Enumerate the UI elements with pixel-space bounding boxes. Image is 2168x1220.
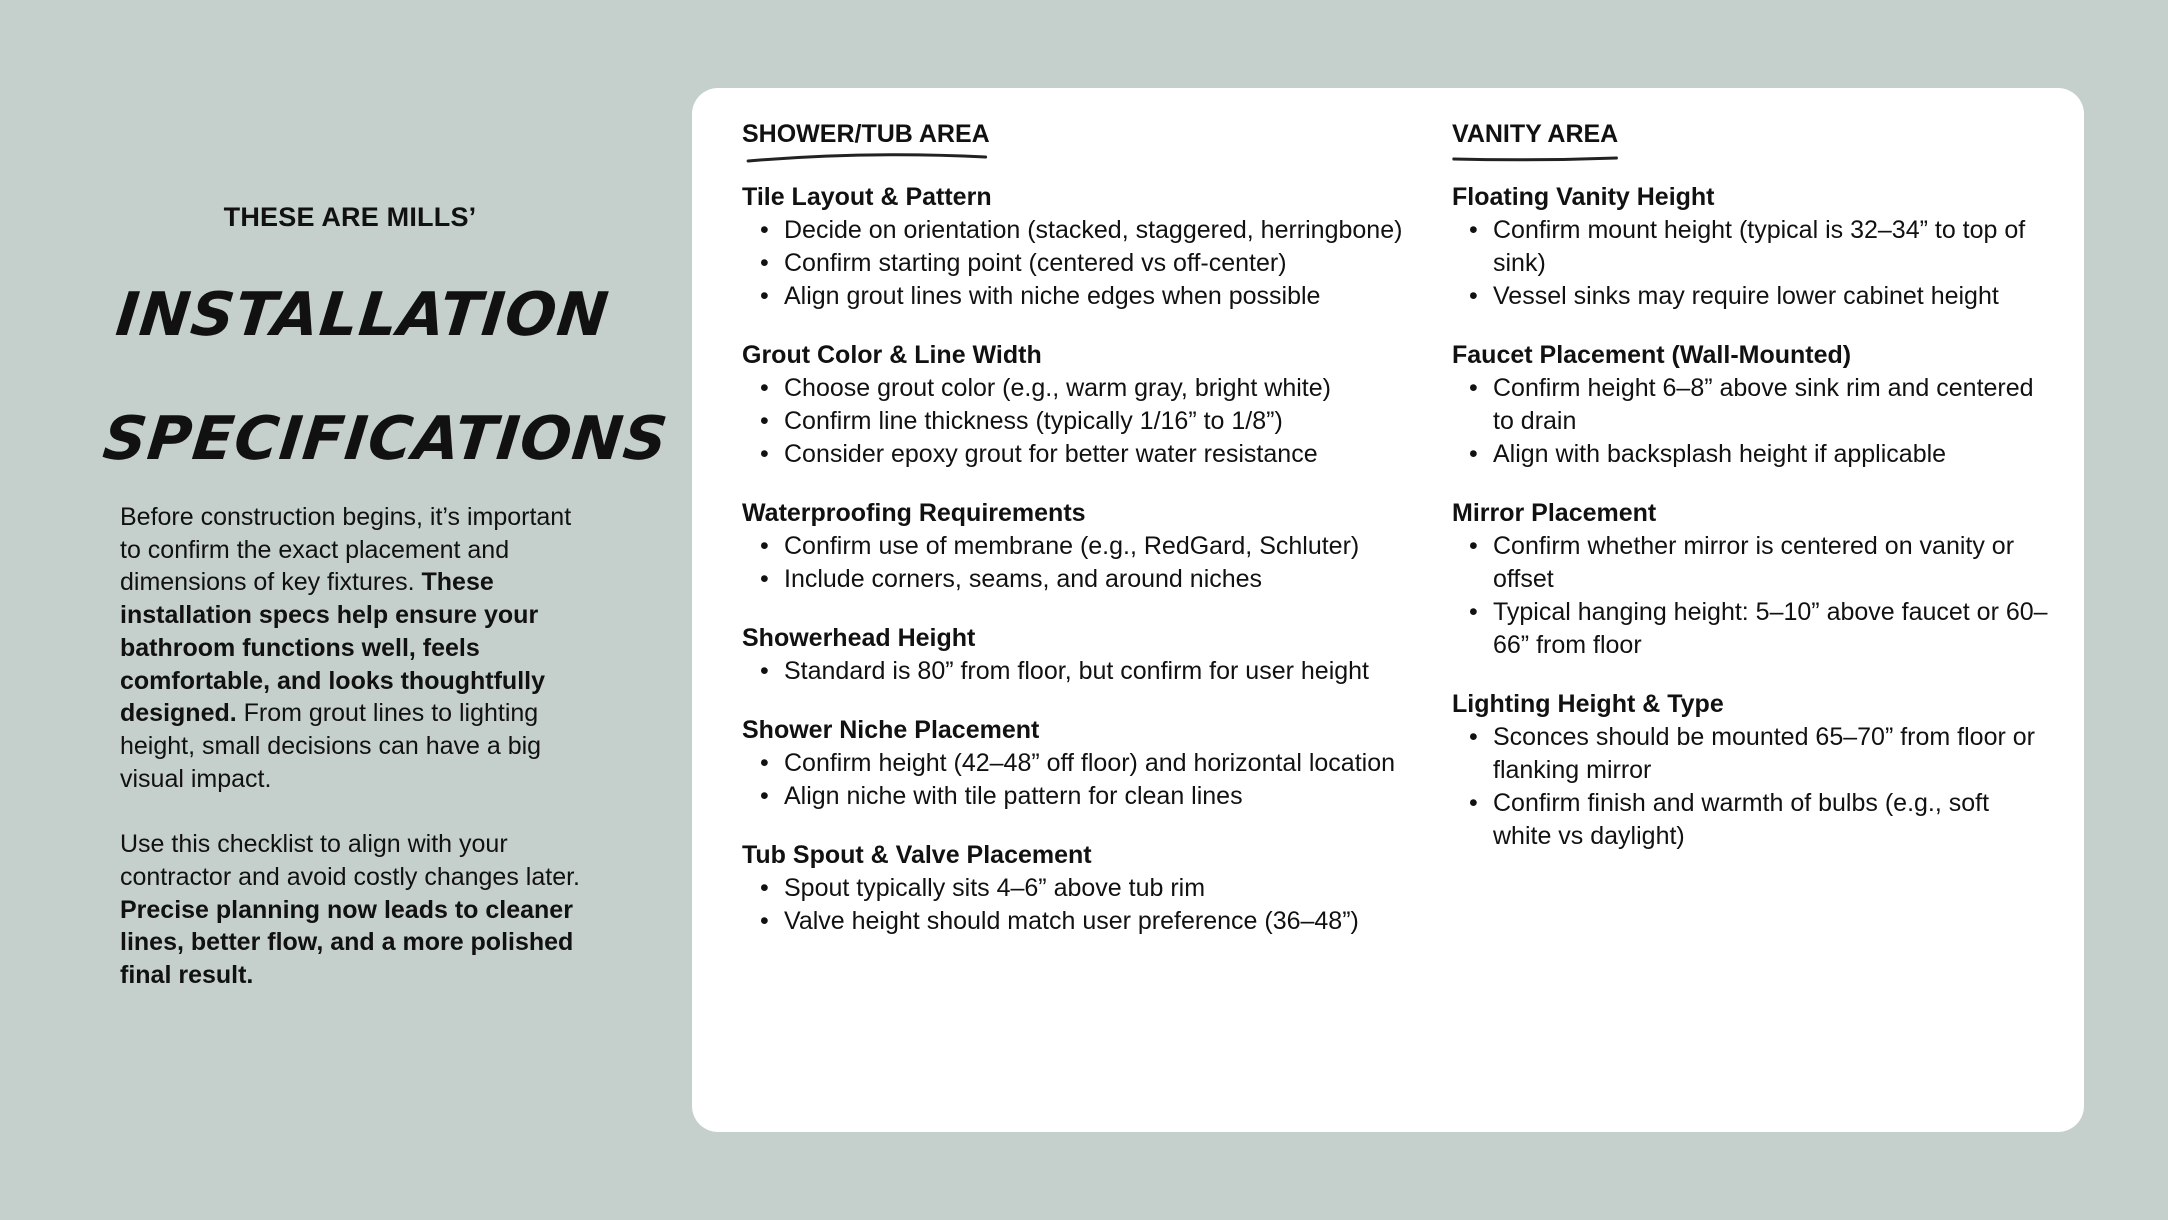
section-title: Showerhead Height <box>742 624 976 652</box>
list-item: • Confirm height (42–48” off floor) and horizontal location <box>784 747 1432 780</box>
intro-p1-text-end: From grout lines to lighting height, small decisions can have a big visual impact. <box>120 699 542 793</box>
list-item: • Typical hanging height: 5–10” above faucet or 60–66” from floor <box>1493 596 2052 662</box>
checklist-section <box>1452 339 2052 471</box>
checklist-section <box>1452 688 2052 853</box>
section-title: Grout Color & Line Width <box>742 341 1042 369</box>
section-title: Waterproofing Requirements <box>742 499 1086 527</box>
title-line-2: SPECIFICATIONS <box>99 404 672 474</box>
page-title <box>97 253 672 501</box>
intro-paragraph-1 <box>120 501 590 795</box>
section-title: Tub Spout & Valve Placement <box>742 841 1092 869</box>
list-item: • Spout typically sits 4–6” above tub rim <box>784 872 1432 905</box>
list-item: • Standard is 80” from floor, but confirm for user height <box>784 655 1432 688</box>
checklist-section <box>1452 181 2052 313</box>
vanity-heading <box>1452 118 1618 157</box>
section-title: Faucet Placement (Wall-Mounted) <box>1452 341 1852 369</box>
vanity-heading-text: VANITY AREA <box>1452 120 1619 148</box>
intro-paragraph-2 <box>120 828 590 992</box>
title-line-1: INSTALLATION <box>112 280 613 350</box>
list-item: • Confirm whether mirror is centered on vanity or offset <box>1493 530 2052 596</box>
section-list <box>742 214 1432 313</box>
list-item: • Decide on orientation (stacked, staggered, herringbone) <box>784 214 1432 247</box>
list-item: • Confirm finish and warmth of bulbs (e.g., soft white vs daylight) <box>1493 787 2052 853</box>
list-item: • Confirm mount height (typical is 32–34” to top of sink) <box>1493 214 2052 280</box>
section-list <box>742 372 1432 471</box>
intro-p1-text: Before construction begins, it’s important to confirm the exact placement and dimensions of key fixtures. <box>120 503 572 597</box>
checklist-card <box>692 88 2084 1132</box>
checklist-section <box>742 714 1432 813</box>
vanity-sections <box>1452 181 2052 853</box>
section-list <box>742 530 1432 596</box>
section-title: Mirror Placement <box>1452 499 1657 527</box>
section-list <box>742 872 1432 938</box>
section-list <box>1452 530 2052 662</box>
checklist-section <box>1452 497 2052 662</box>
checklist-section <box>742 339 1432 471</box>
heading-underline <box>742 153 990 163</box>
section-title: Tile Layout & Pattern <box>742 183 992 211</box>
section-title: Shower Niche Placement <box>742 716 1040 744</box>
vanity-column <box>1452 118 2052 853</box>
intro-p2-bold: Precise planning now leads to cleaner lines, better flow, and a more polished final result. <box>120 895 574 990</box>
section-title: Floating Vanity Height <box>1452 183 1715 211</box>
shower-sections <box>742 181 1432 938</box>
checklist-section <box>742 181 1432 313</box>
intro-p2-text: Use this checklist to align with your contractor and avoid costly changes later. <box>120 830 580 892</box>
list-item: • Sconces should be mounted 65–70” from floor or flanking mirror <box>1493 721 2052 787</box>
list-item: • Align niche with tile pattern for clean lines <box>784 780 1432 813</box>
eyebrow-text: THESE ARE MILLS’ <box>223 202 477 232</box>
shower-column <box>742 118 1432 938</box>
list-item: • Confirm line thickness (typically 1/16” to 1/8”) <box>784 405 1432 438</box>
intro-text <box>120 501 590 992</box>
list-item: • Confirm starting point (centered vs off-center) <box>784 247 1432 280</box>
list-item: • Align grout lines with niche edges when possible <box>784 280 1432 313</box>
intro-panel <box>99 190 672 1025</box>
list-item: • Choose grout color (e.g., warm gray, bright white) <box>784 372 1432 405</box>
section-list <box>1452 214 2052 313</box>
section-list <box>1452 721 2052 853</box>
list-item: • Vessel sinks may require lower cabinet height <box>1493 280 2052 313</box>
section-list <box>742 747 1432 813</box>
heading-underline <box>1452 153 1618 163</box>
checklist-section <box>742 622 1432 688</box>
list-item: • Confirm use of membrane (e.g., RedGard, Schluter) <box>784 530 1432 563</box>
list-item: • Align with backsplash height if applicable <box>1493 438 2052 471</box>
shower-heading <box>742 118 990 157</box>
section-list <box>742 655 1432 688</box>
list-item: • Valve height should match user preference (36–48”) <box>784 905 1432 938</box>
checklist-section <box>742 839 1432 938</box>
section-title: Lighting Height & Type <box>1452 690 1724 718</box>
list-item: • Include corners, seams, and around niches <box>784 563 1432 596</box>
list-item: • Consider epoxy grout for better water resistance <box>784 438 1432 471</box>
list-item: • Confirm height 6–8” above sink rim and centered to drain <box>1493 372 2052 438</box>
intro-p1-bold: These installation specs help ensure your bathroom functions well, feels comfortable, and looks thoughtfully designed. <box>120 568 545 728</box>
section-list <box>1452 372 2052 471</box>
checklist-section <box>742 497 1432 596</box>
shower-heading-text: SHOWER/TUB AREA <box>742 120 990 148</box>
